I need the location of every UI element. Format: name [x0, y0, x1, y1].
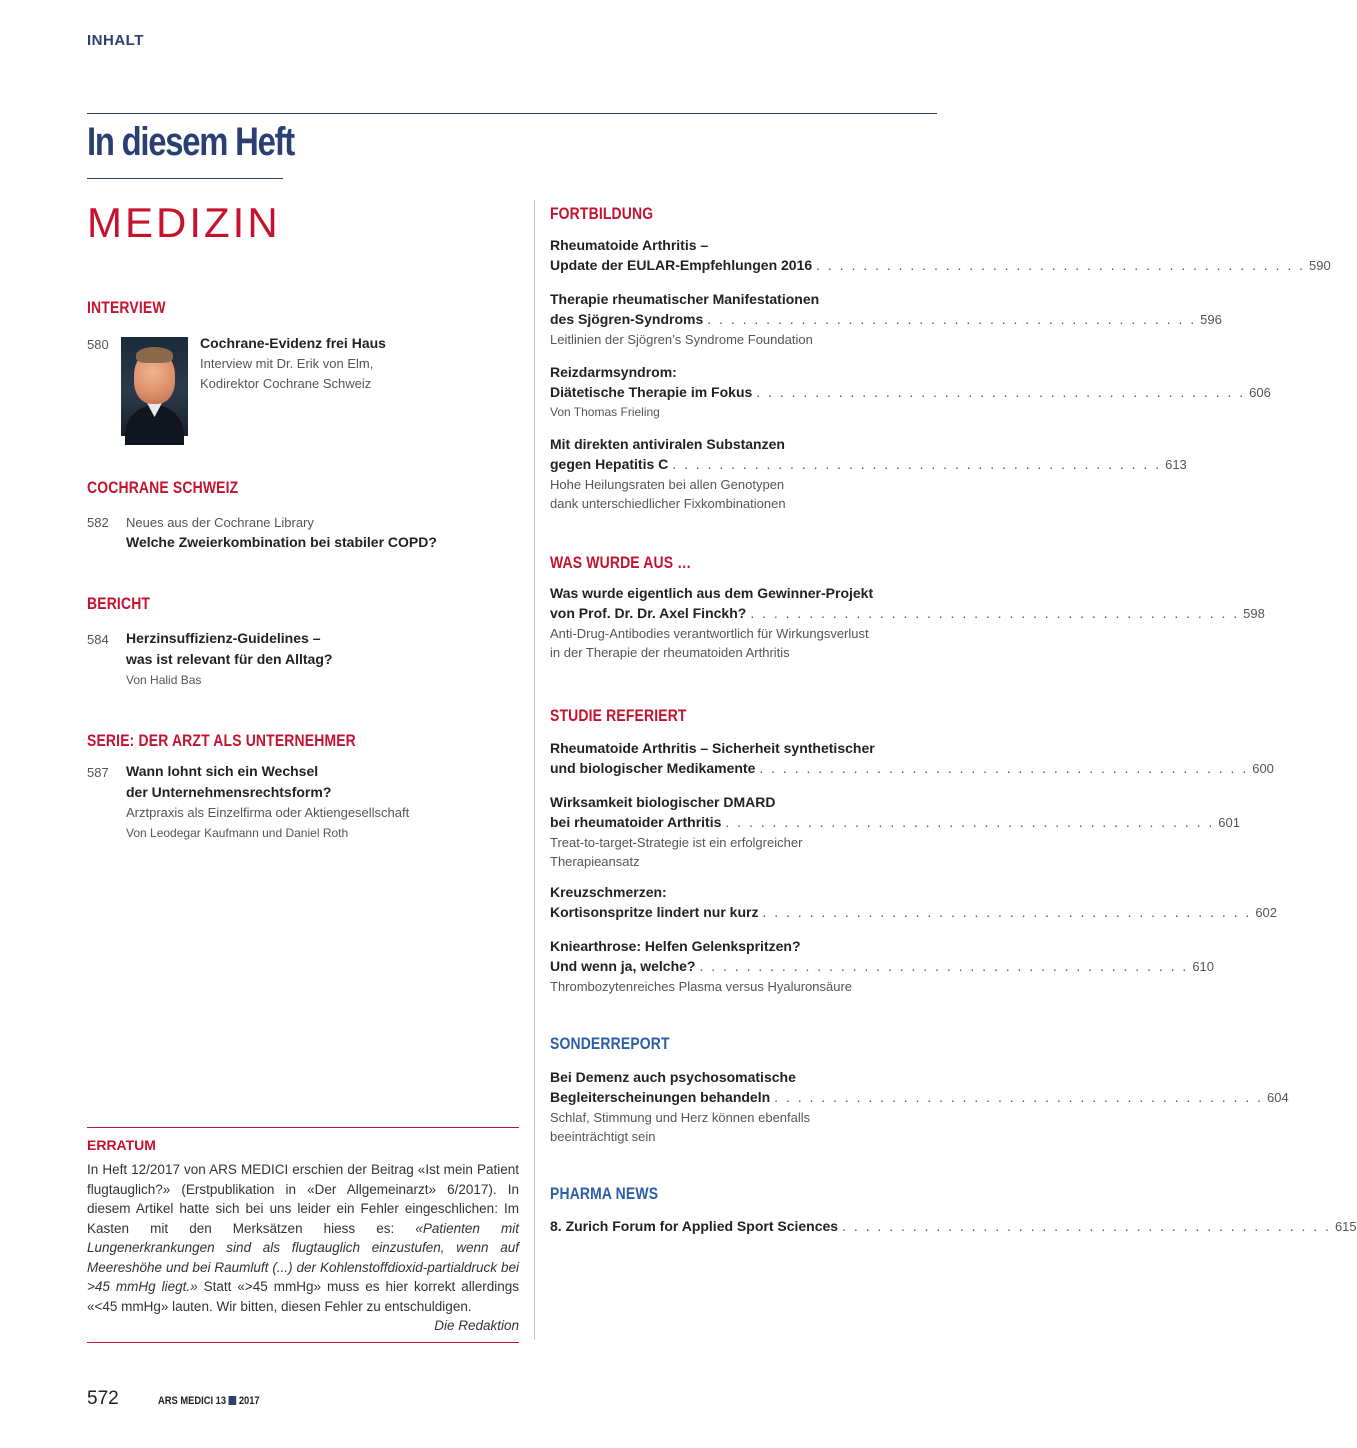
entry-title-text: Update der EULAR-Empfehlungen 2016 — [550, 257, 813, 273]
entry-title-text: 8. Zurich Forum for Applied Sport Sciences — [550, 1218, 839, 1234]
interviewee-photo — [121, 337, 188, 436]
entry-sub: Leitlinien der Sjögren’s Syndrome Foundation — [550, 332, 813, 347]
sonderreport-heading: SONDERREPORT — [550, 1034, 670, 1053]
entry-title-line-2 — [550, 309, 1222, 330]
toc-entry — [550, 792, 1240, 871]
entry-page: 615 — [1334, 1219, 1357, 1234]
title-divider — [87, 178, 283, 179]
page-number: 572 — [87, 1388, 119, 1409]
entry-sub: Thrombozytenreiches Plasma versus Hyaluronsäure — [550, 979, 853, 994]
leader-dots: . . . . . . . . . . . . . . . . . . . . . . . . . . . . . . . . . . . . . . . . . . — [816, 257, 1305, 273]
interview-sub-2: Kodirektor Cochrane Schweiz — [200, 376, 372, 391]
magazine-name: ARS MEDICI 13 — [158, 1395, 227, 1407]
entry-title-line-2 — [550, 1087, 1289, 1108]
magazine-issue — [158, 1395, 260, 1407]
leader-dots: . . . . . . . . . . . . . . . . . . . . . . . . . . . . . . . . . . . . . . . . . . — [756, 384, 1246, 400]
square-separator-icon — [229, 1396, 237, 1405]
toc-entry — [550, 434, 1187, 513]
toc-entry — [550, 936, 1215, 996]
entry-title-line-2 — [550, 454, 1187, 475]
entry-title-line-2 — [550, 603, 1265, 624]
waswurde-heading: WAS WURDE AUS … — [550, 553, 692, 572]
entry-title-line — [550, 1216, 1357, 1237]
entry-title-line-2 — [550, 956, 1215, 977]
entry-title-line-2 — [550, 902, 1278, 923]
entry-title-line-2 — [550, 758, 1274, 779]
toc-entry — [550, 235, 1331, 276]
leader-dots: . . . . . . . . . . . . . . . . . . . . . . . . . . . . . . . . . . . . . . . . . . — [774, 1089, 1263, 1105]
interview-title: Cochrane-Evidenz frei Haus — [200, 335, 386, 351]
bericht-title-1: Herzinsuffizienz-Guidelines – — [126, 630, 321, 646]
leader-dots: . . . . . . . . . . . . . . . . . . . . . . . . . . . . . . . . . . . . . . . . . . — [759, 760, 1249, 776]
serie-author: Von Leodegar Kaufmann und Daniel Roth — [126, 826, 349, 840]
serie-page: 587 — [87, 765, 109, 780]
serie-title-1: Wann lohnt sich ein Wechsel — [126, 763, 319, 779]
leader-dots: . . . . . . . . . . . . . . . . . . . . . . . . . . . . . . . . . . . . . . . . . . — [699, 958, 1189, 974]
bericht-title-2: was ist relevant für den Alltag? — [126, 651, 333, 667]
entry-page: 606 — [1249, 385, 1271, 400]
leader-dots: . . . . . . . . . . . . . . . . . . . . . . . . . . . . . . . . . . . . . . . . . . — [842, 1218, 1331, 1234]
entry-page: 613 — [1165, 457, 1187, 472]
leader-dots: . . . . . . . . . . . . . . . . . . . . . . . . . . . . . . . . . . . . . . . . . . — [762, 904, 1252, 920]
entry-title-line-1 — [550, 235, 938, 255]
entry-title-line-1 — [550, 792, 938, 812]
cochrane-title: Welche Zweierkombination bei stabiler COPD? — [126, 534, 437, 550]
entry-title-text: Kortisonspritze lindert nur kurz — [550, 904, 759, 920]
entry-title-line-1 — [550, 362, 938, 382]
entry-sub-2: in der Therapie der rheumatoiden Arthritis — [550, 645, 790, 660]
entry-title-text: Bei Demenz auch psychosomatische — [550, 1069, 796, 1085]
leader-dots: . . . . . . . . . . . . . . . . . . . . . . . . . . . . . . . . . . . . . . . . . . — [707, 311, 1197, 327]
pharma-heading: PHARMA NEWS — [550, 1184, 659, 1203]
entry-title-text: Mit direkten antiviralen Substanzen — [550, 436, 785, 452]
entry-title-text: Rheumatoide Arthritis – — [550, 237, 709, 253]
entry-title-text: Reizdarmsyndrom: — [550, 364, 677, 380]
entry-title-text: und biologischer Medikamente — [550, 760, 756, 776]
entry-title-text: Begleiterscheinungen behandeln — [550, 1089, 771, 1105]
entry-page: 598 — [1243, 606, 1265, 621]
leader-dots: . . . . . . . . . . . . . . . . . . . . . . . . . . . . . . . . . . . . . . . . . . — [725, 814, 1215, 830]
entry-title-text: Kreuzschmerzen: — [550, 884, 667, 900]
cochrane-sub: Neues aus der Cochrane Library — [126, 515, 314, 530]
entry-title-line-2 — [550, 255, 1331, 276]
bericht-author: Von Halid Bas — [126, 673, 202, 687]
leader-dots: . . . . . . . . . . . . . . . . . . . . . . . . . . . . . . . . . . . . . . . . . . — [672, 456, 1162, 472]
erratum-text-a: In Heft 12/2017 von ARS MEDICI erschien der Beitrag «Ist mein Patient flugtauglich?» (Erstpublikation in «Der Allgemeinarzt» 6/2017). In diesem Artikel hatte sich bei uns leider ein Fehler eingeschlichen: Im Kasten mit den Merksätzen hiess es: — [87, 1162, 519, 1236]
toc-entry — [550, 738, 1274, 779]
serie-heading: SERIE: DER ARZT ALS UNTERNEHMER — [87, 731, 356, 750]
erratum-heading: ERRATUM — [87, 1137, 156, 1153]
erratum-text — [87, 1160, 519, 1336]
entry-title-line-1 — [550, 434, 938, 454]
entry-title-line-1 — [550, 936, 938, 956]
entry-title-text: bei rheumatoider Arthritis — [550, 814, 722, 830]
column-divider — [534, 200, 535, 1340]
entry-title-line-1 — [550, 1067, 938, 1087]
serie-sub: Arztpraxis als Einzelfirma oder Aktiengesellschaft — [126, 805, 410, 820]
entry-title-text: Therapie rheumatischer Manifestationen — [550, 291, 820, 307]
erratum-quote: «Patienten mit Lungenerkrankungen sind als flugtauglich einzustufen, wenn auf Meereshöhe und bei Raumluft (...) der Kohlenstoffdioxid-partialdruck bei >45 mmHg liegt.» — [87, 1220, 519, 1294]
entry-page: 610 — [1192, 959, 1215, 974]
bericht-page: 584 — [87, 632, 109, 647]
erratum-divider-bottom — [87, 1342, 519, 1343]
entry-page: 602 — [1255, 905, 1278, 920]
interview-sub-1: Interview mit Dr. Erik von Elm, — [200, 356, 374, 371]
entry-title-text: Diätetische Therapie im Fokus — [550, 384, 753, 400]
studie-heading: STUDIE REFERIERT — [550, 706, 687, 725]
entry-sub-1: Hohe Heilungsraten bei allen Genotypen — [550, 477, 785, 492]
entry-page: 604 — [1267, 1090, 1289, 1105]
entry-title-text: Was wurde eigentlich aus dem Gewinner-Projekt — [550, 585, 874, 601]
section-kicker: INHALT — [87, 32, 144, 49]
page-title: In diesem Heft — [87, 120, 294, 164]
entry-sub-2: Therapieansatz — [550, 854, 640, 869]
entry-title-text: von Prof. Dr. Dr. Axel Finckh? — [550, 605, 747, 621]
toc-entry — [550, 362, 1271, 421]
magazine-year: 2017 — [238, 1395, 260, 1407]
entry-page: 600 — [1252, 761, 1274, 776]
erratum-sign: Die Redaktion — [434, 1318, 519, 1333]
entry-title-text: des Sjögren-Syndroms — [550, 311, 704, 327]
toc-entry — [550, 289, 1222, 349]
leader-dots: . . . . . . . . . . . . . . . . . . . . . . . . . . . . . . . . . . . . . . . . . . — [750, 605, 1240, 621]
toc-entry — [550, 583, 1265, 662]
entry-sub-2: dank unterschiedlicher Fixkombinationen — [550, 496, 786, 511]
entry-page: 590 — [1309, 258, 1331, 273]
cochrane-heading: COCHRANE SCHWEIZ — [87, 478, 239, 497]
erratum-text-b: Statt «>45 mmHg» muss es hier korrekt allerdings «<45 mmHg» lauten. Wir bitten, diesen Fehler zu entschuldigen. — [87, 1279, 519, 1314]
cochrane-page: 582 — [87, 515, 109, 530]
interview-heading: INTERVIEW — [87, 298, 166, 317]
entry-title-text: Kniearthrose: Helfen Gelenkspritzen? — [550, 938, 801, 954]
entry-title-text: gegen Hepatitis C — [550, 456, 669, 472]
fortbildung-heading: FORTBILDUNG — [550, 204, 654, 223]
toc-entry — [550, 1067, 1289, 1146]
entry-title-line-1 — [550, 289, 938, 309]
department-title: MEDIZIN — [87, 199, 281, 246]
entry-title-text: Rheumatoide Arthritis – Sicherheit synthetischer — [550, 740, 875, 756]
entry-title-line-2 — [550, 382, 1271, 403]
entry-title-line-2 — [550, 812, 1240, 833]
interview-page: 580 — [87, 337, 109, 352]
entry-title-line-1 — [550, 882, 938, 902]
serie-title-2: der Unternehmensrechtsform? — [126, 784, 332, 800]
toc-entry — [550, 1216, 1357, 1237]
entry-sub-1: Anti-Drug-Antibodies verantwortlich für Wirkungsverlust — [550, 626, 869, 641]
entry-sub-2: beeinträchtigt sein — [550, 1129, 656, 1144]
entry-page: 596 — [1200, 312, 1222, 327]
top-divider — [87, 113, 937, 114]
entry-title-line-1 — [550, 738, 938, 758]
entry-title-line-1 — [550, 583, 938, 603]
entry-title-text: Und wenn ja, welche? — [550, 958, 696, 974]
photo-hair — [136, 347, 173, 363]
entry-sub-1: Treat-to-target-Strategie ist ein erfolgreicher — [550, 835, 803, 850]
entry-page: 601 — [1218, 815, 1240, 830]
toc-entry — [550, 882, 1278, 923]
bericht-heading: BERICHT — [87, 594, 151, 613]
erratum-divider-top — [87, 1127, 519, 1128]
entry-title-text: Wirksamkeit biologischer DMARD — [550, 794, 776, 810]
entry-sub-1: Schlaf, Stimmung und Herz können ebenfalls — [550, 1110, 811, 1125]
entry-author: Von Thomas Frieling — [550, 405, 660, 419]
